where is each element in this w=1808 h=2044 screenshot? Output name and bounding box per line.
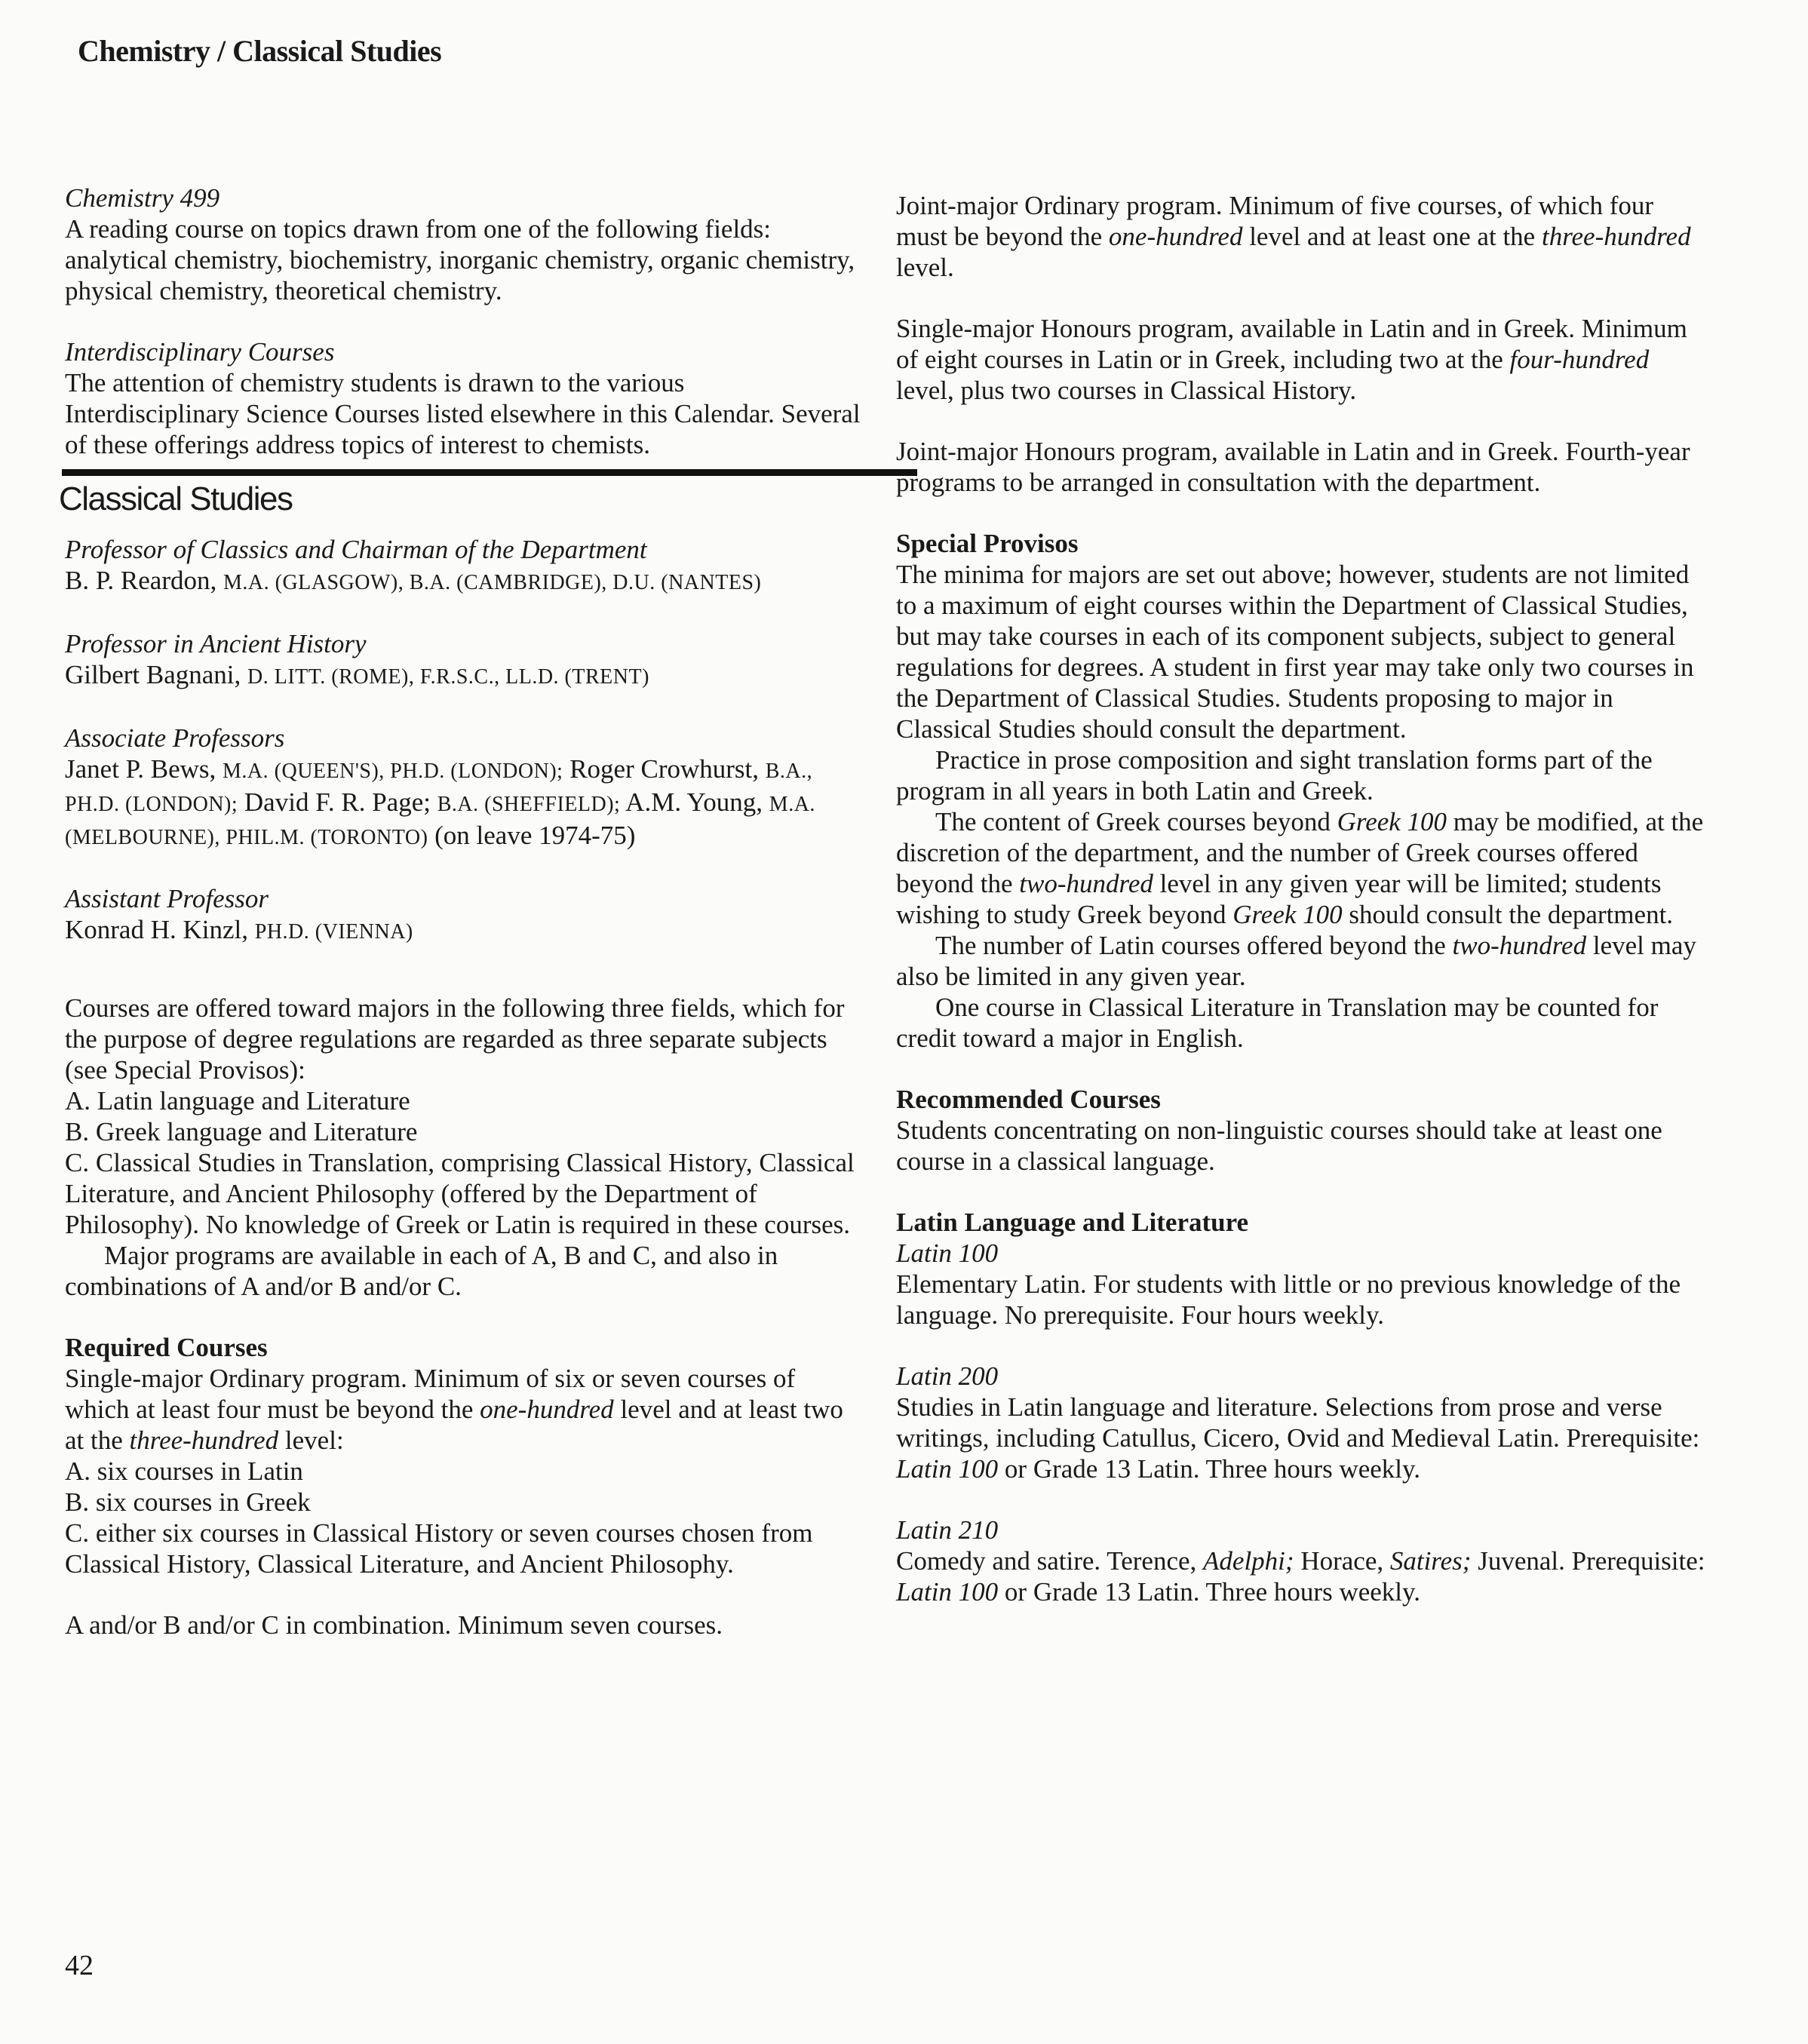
faculty-name: Janet P. Bews, <box>65 754 216 784</box>
text-run: level and at least two at the <box>65 1395 843 1455</box>
faculty-entry-ancient-history <box>65 659 864 692</box>
faculty-leave-note: (on leave 1974-75) <box>434 821 636 850</box>
field-b-item: B. Greek language and Literature <box>65 1117 418 1146</box>
page-number: 42 <box>65 1950 94 1981</box>
faculty-name: David F. R. Page; <box>244 787 431 817</box>
text-run-italic: two-hundred <box>1452 931 1587 960</box>
faculty-role-assistant: Assistant Professor <box>65 884 269 913</box>
joint-major-honours-paragraph: Joint-major Honours program, available in Latin and in Greek. Fourth-year programs to be arranged in consultation with the department. <box>896 437 1690 497</box>
text-run: The number of Latin courses offered beyond the <box>935 931 1446 960</box>
text-run: should consult the department. <box>1349 900 1674 929</box>
text-run-italic: Satires; <box>1389 1546 1472 1576</box>
text-run: may be modified, at the discretion of the department, and the number of Greek courses offered beyond the <box>896 807 1704 898</box>
required-option-a: A. six courses in Latin <box>65 1456 303 1486</box>
heading-recommended-courses: Recommended Courses <box>896 1085 1161 1114</box>
text-run-italic: Greek 100 <box>1232 900 1343 929</box>
courses-intro-paragraph: Courses are offered toward majors in the following three fields, which for the purpose of degree regulations are regarded as three separate subjects (see Special Provisos): <box>65 993 845 1085</box>
text-run: Single-major Ordinary program. Minimum of six or seven courses of which at least four must be beyond the <box>65 1364 796 1424</box>
single-major-honours-paragraph <box>896 313 1711 406</box>
text-run: level in any given year will be limited; students wishing to study Greek beyond <box>896 869 1662 929</box>
text-run: Comedy and satire. Terence, <box>896 1546 1197 1576</box>
text-run: Studies in Latin language and literature. Selections from prose and verse writings, including Catullus, Cicero, Ovid and Medieval Latin. Prerequisite: <box>896 1392 1700 1453</box>
faculty-role-associate: Associate Professors <box>65 723 285 753</box>
faculty-role-ancient-history: Professor in Ancient History <box>65 629 367 658</box>
faculty-degrees: M.A. (GLASGOW), B.A. (CAMBRIDGE), D.U. (NANTES) <box>223 571 762 594</box>
text-run-italic: Adelphi; <box>1203 1546 1294 1576</box>
major-programs-paragraph: Major programs are available in each of A, B and C, and also in combinations of A and/or B and/or C. <box>65 1241 778 1301</box>
text-run: level: <box>284 1426 344 1455</box>
text-run: level and at least one at the <box>1249 222 1536 251</box>
right-column <box>896 190 1711 1607</box>
text-run: The content of Greek courses beyond <box>935 807 1331 836</box>
course-title-latin-200: Latin 200 <box>896 1361 999 1391</box>
faculty-name: Gilbert Bagnani, <box>65 660 241 689</box>
course-desc-latin-210 <box>896 1545 1711 1607</box>
course-desc-latin-100: Elementary Latin. For students with little or no previous knowledge of the language. No prerequisite. Four hours weekly. <box>896 1269 1681 1330</box>
section-divider-rule <box>62 469 917 476</box>
text-run-italic: three-hundred <box>1541 222 1691 251</box>
faculty-entry-chair <box>65 565 864 598</box>
faculty-degrees: M.A. (MELBOURNE), PHIL.M. (TORONTO) <box>65 793 815 849</box>
heading-latin-language-literature: Latin Language and Literature <box>896 1208 1249 1237</box>
faculty-name: B. P. Reardon, <box>65 566 217 595</box>
page-header-title: Chemistry / Classical Studies <box>78 34 442 68</box>
required-single-major-paragraph <box>65 1363 864 1456</box>
left-column <box>59 183 864 1640</box>
text-run-italic: two-hundred <box>1019 869 1153 898</box>
text-run: level. <box>896 253 954 282</box>
provisos-paragraph-5: One course in Classical Literature in Translation may be counted for credit toward a major in English. <box>896 993 1659 1053</box>
text-run: or Grade 13 Latin. Three hours weekly. <box>1004 1454 1420 1484</box>
text-run: Single-major Honours program, available in Latin and in Greek. Minimum of eight courses in Latin or in Greek, including two at the <box>896 314 1687 374</box>
heading-required-courses: Required Courses <box>65 1333 268 1362</box>
text-run: level may also be limited in any given year. <box>896 931 1696 991</box>
faculty-name: A.M. Young, <box>625 787 763 817</box>
faculty-degrees: PH.D. (VIENNA) <box>254 920 413 944</box>
provisos-paragraph-1: The minima for majors are set out above; however, students are not limited to a maximum of eight courses within the Department of Classical Studies, but may take courses in each of its component subjects, subject to general regulations for degrees. A student in first year may take only two courses in the Department of Classical Studies. Students proposing to major in Classical Studies should consult the department. <box>896 560 1694 744</box>
section-title-classical-studies: Classical Studies <box>59 480 293 517</box>
provisos-paragraph-3 <box>896 806 1711 930</box>
text-run: Horace, <box>1300 1546 1384 1576</box>
text-run: or Grade 13 Latin. Three hours weekly. <box>1004 1577 1420 1607</box>
recommended-courses-paragraph: Students concentrating on non-linguistic courses should take at least one course in a classical language. <box>896 1116 1662 1176</box>
faculty-entry-assistant <box>65 914 864 947</box>
text-run-italic: Latin 100 <box>896 1454 999 1484</box>
faculty-role-chair: Professor of Classics and Chairman of the Department <box>65 535 647 564</box>
provisos-paragraph-2: Practice in prose composition and sight translation forms part of the program in all years in both Latin and Greek. <box>896 745 1653 806</box>
text-run: Joint-major Ordinary program. Minimum of five courses, of which four must be beyond the <box>896 191 1654 251</box>
faculty-degrees: B.A. (SHEFFIELD); <box>437 793 621 816</box>
faculty-degrees: B.A., PH.D. (LONDON); <box>65 760 813 816</box>
course-title-latin-210: Latin 210 <box>896 1515 999 1545</box>
required-combination-paragraph: A and/or B and/or C in combination. Minimum seven courses. <box>65 1610 723 1640</box>
field-a-item: A. Latin language and Literature <box>65 1086 410 1116</box>
provisos-paragraph-4 <box>896 930 1711 992</box>
field-c-item: C. Classical Studies in Translation, comprising Classical History, Classical Literature, and Ancient Philosophy (offered by the Department of Philosophy). No knowledge of Greek or Latin is required in these courses. <box>65 1148 855 1239</box>
text-run-italic: one-hundred <box>1108 222 1243 251</box>
course-desc-latin-200 <box>896 1392 1711 1484</box>
course-desc-chemistry-499: A reading course on topics drawn from one of the following fields: analytical chemistry, biochemistry, inorganic chemistry, organic chemistry, physical chemistry, theoretical chemistry. <box>65 214 855 305</box>
course-title-chemistry-499: Chemistry 499 <box>65 183 220 213</box>
faculty-entry-associates <box>65 753 864 853</box>
course-desc-interdisciplinary: The attention of chemistry students is drawn to the various Interdisciplinary Science Courses listed elsewhere in this Calendar. Several of these offerings address topics of interest to chemists. <box>65 368 861 459</box>
text-run-italic: four-hundred <box>1509 345 1650 374</box>
text-run-italic: three-hundred <box>129 1426 279 1455</box>
course-title-interdisciplinary: Interdisciplinary Courses <box>65 337 335 367</box>
faculty-degrees: D. LITT. (ROME), F.R.S.C., LL.D. (TRENT) <box>247 665 649 689</box>
heading-special-provisos: Special Provisos <box>896 529 1079 558</box>
text-run-italic: Greek 100 <box>1337 807 1447 836</box>
text-run-italic: Latin 100 <box>896 1577 999 1607</box>
text-run: level, plus two courses in Classical History. <box>896 376 1357 405</box>
course-title-latin-100: Latin 100 <box>896 1238 999 1268</box>
joint-major-ordinary-paragraph <box>896 190 1711 283</box>
faculty-name: Roger Crowhurst, <box>569 754 759 784</box>
faculty-degrees: M.A. (QUEEN'S), PH.D. (LONDON); <box>223 760 563 783</box>
text-run-italic: one-hundred <box>480 1395 614 1424</box>
faculty-name: Konrad H. Kinzl, <box>65 915 249 944</box>
required-option-c: C. either six courses in Classical History or seven courses chosen from Classical History, Classical Literature, and Ancient Philosophy. <box>65 1518 813 1579</box>
text-run: Juvenal. Prerequisite: <box>1478 1546 1705 1576</box>
required-option-b: B. six courses in Greek <box>65 1487 311 1517</box>
